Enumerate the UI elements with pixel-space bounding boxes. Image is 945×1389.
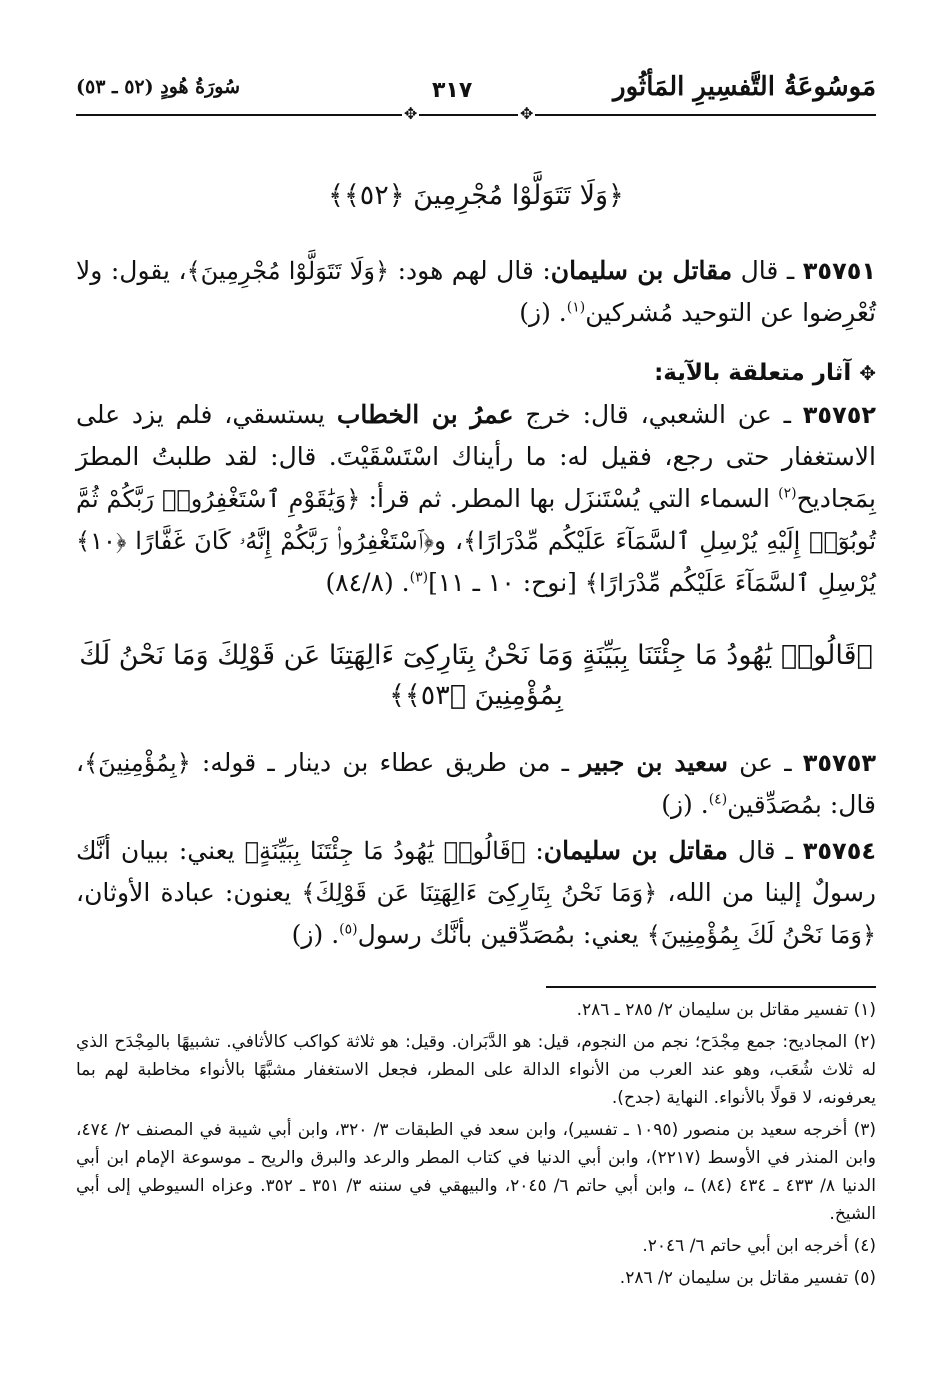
narrator-name: عمرُ بن الخطاب [336, 400, 514, 429]
text: . (ز) [519, 298, 567, 327]
text: يعنون: عبادة الأوثان، [76, 878, 302, 907]
narration-number: ٣٥٧٥٣ [802, 749, 876, 777]
text: : [525, 836, 544, 865]
text: . (ز) [661, 790, 709, 819]
text: : قال لهم هود: [389, 256, 551, 285]
quran-quote: ﴿وَمَا نَحْنُ بِتَارِكِىٓ ءَالِهَتِنَا عَن قَوْلِكَ﴾ [301, 879, 658, 907]
ornament-icon: ✥ [859, 361, 876, 385]
text: ـ عن الشعبي، قال: خرج [513, 400, 803, 429]
narration-35753 [76, 742, 876, 826]
text: يعني: بمُصَدِّقين بأنَّك رسول [357, 920, 647, 949]
text: ـ قال [732, 256, 803, 285]
ornament-icon: ✥ [404, 104, 418, 123]
page-number: ٣١٧ [432, 78, 473, 103]
text: ، و [433, 526, 464, 555]
text: ، قال: بمُصَدِّقين [76, 748, 876, 819]
footnote-ref[interactable]: (١) [566, 299, 586, 316]
narration-35751 [76, 250, 876, 334]
narration-number: ٣٥٧٥٤ [802, 837, 876, 865]
footnote: (٥) تفسير مقاتل بن سليمان ٢/ ٢٨٦. [619, 1268, 876, 1288]
text: . (٨٤/٨) [325, 568, 410, 597]
footnote: (٣) أخرجه سعيد بن منصور (١٠٩٥ ـ تفسير)، وابن سعد في الطبقات ٣/ ٣٢٠، وابن أبي شيبة في المصنف ٢/ ٤٧٤، وابن المنذر في الأوسط (٢٢١٧)، وابن أبي الدنيا في كتاب المطر والرعد والبرق والريح ـ موسوعة الإمام ابن أبي الدنيا ٨/ ٤٣٣ ـ ٤٣٤ (٨٤) ـ، وابن أبي حاتم ٦/ ٢٠٤٥، والبيهقي في سننه ٣/ ٣٥١ ـ ٣٥٢. وعزاه السيوطي إلى أبي الشيخ. [76, 1120, 876, 1224]
quran-quote: ﴿ٱسْتَغْفِرُوا۟ رَبَّكُمْ إِنَّهُۥ كَانَ غَفَّارًا ﴿١٠﴾ يُرْسِلِ ٱلسَّمَآءَ عَلَيْكُم مِّدْرَارًا﴾ [76, 527, 876, 597]
text: ـ من طريق عطاء بن دينار ـ قوله: [190, 748, 581, 777]
footnote-ref[interactable]: (٤) [708, 791, 728, 808]
page [76, 58, 876, 1358]
section-title [76, 360, 876, 386]
narration-35754 [76, 830, 876, 956]
text: ـ عن [728, 748, 803, 777]
narrator-name: سعيد بن جبير [580, 748, 728, 777]
footnote: (٤) أخرجه ابن أبي حاتم ٦/ ٢٠٤٦. [642, 1236, 876, 1256]
footnote-ref[interactable]: (٥) [339, 921, 358, 938]
header-rule [76, 114, 876, 116]
narration-35752 [76, 394, 876, 604]
narration-number: ٣٥٧٥٢ [802, 401, 877, 429]
ornament-icon: ✥ [520, 104, 534, 123]
text: السماء التي يُسْتَنزَل بها المطر. ثم قرأ: [360, 484, 779, 513]
quran-verse: ﴿وَلَا تَتَوَلَّوْا مُجْرِمِينَ ﴿٥٢﴾﴾ [328, 180, 624, 211]
text: [نوح: ١٠ ـ ١١] [428, 568, 585, 597]
text: يعني: ببيان أنَّك رسولٌ إلينا من الله، [76, 836, 876, 907]
narrator-name: مقاتل بن سليمان [543, 836, 728, 865]
chapter-title: سُورَةُ هُودٍ (٥٢ ـ ٥٣) [76, 76, 241, 98]
quran-quote: ﴿وَلَا تَتَوَلَّوْا مُجْرِمِينَ﴾ [186, 257, 390, 285]
narration-number: ٣٥٧٥١ [802, 257, 877, 285]
footnote-divider [546, 986, 876, 988]
page-header [76, 58, 876, 123]
footnote: (٢) المجاديح: جمع مِجْدَح؛ نجم من النجوم، قيل: هو الدَّبَران. وقيل: هو ثلاثة كواكب كالأثافي. تشبيهًا بالمِجْدَح الذي له ثلاث شُعَب، وهو عند العرب من الأنواء الدالة على المطر، فجعل الاستغفار مشبَّهًا بالأنواء مخاطبة لهم بما يعرفونه، لا قولًا بالأنواء. النهاية (جدح). [76, 1032, 876, 1108]
text: . (ز) [291, 920, 340, 949]
footnotes [76, 996, 876, 1292]
narrator-name: مقاتل بن سليمان [550, 256, 733, 285]
text: ، يقول: ولا تُعْرِضوا عن التوحيد مُشركين [76, 256, 876, 327]
section-title-text: آثار متعلقة بالآية: [654, 360, 852, 386]
footnote-ref[interactable]: (٢) [778, 485, 797, 502]
quran-quote: ﴿وَمَا نَحْنُ لَكَ بِمُؤْمِنِينَ﴾ [646, 921, 876, 949]
text: ـ قال [727, 836, 803, 865]
quran-verse: ﴿قَالُوا۟ يَٰهُودُ مَا جِئْتَنَا بِبَيِّنَةٍ وَمَا نَحْنُ بِتَارِكِىٓ ءَالِهَتِنَا عَن قَوْلِكَ وَمَا نَحْنُ لَكَ بِمُؤْمِنِينَ ﴿٥٣﴾﴾ [79, 640, 873, 711]
quran-quote: ﴿بِمُؤْمِنِينَ﴾ [84, 749, 191, 777]
footnote-ref[interactable]: (٣) [409, 569, 429, 586]
text: يستسقي، فلم يزد على الاستغفار حتى رجع، فقيل له: ما رأيناك اسْتَسْقَيْتَ. قال: لقد طلبتُ المطرَ بِمَجاديح [76, 400, 876, 513]
book-title: مَوسُوعَةُ التَّفسِيرِ المَأثُور [613, 72, 876, 102]
quran-quote: ﴿وَيَٰقَوْمِ ٱسْتَغْفِرُوا۟ رَبَّكُمْ ثُمَّ تُوبُوٓا۟ إِلَيْهِ يُرْسِلِ ٱلسَّمَآءَ عَلَيْكُم مِّدْرَارًا﴾ [76, 485, 876, 555]
quran-quote: ﴿قَالُوا۟ يَٰهُودُ مَا جِئْتَنَا بِبَيِّنَةٍ﴾ [244, 837, 526, 865]
footnote: (١) تفسير مقاتل بن سليمان ٢/ ٢٨٥ ـ ٢٨٦. [576, 1000, 876, 1020]
